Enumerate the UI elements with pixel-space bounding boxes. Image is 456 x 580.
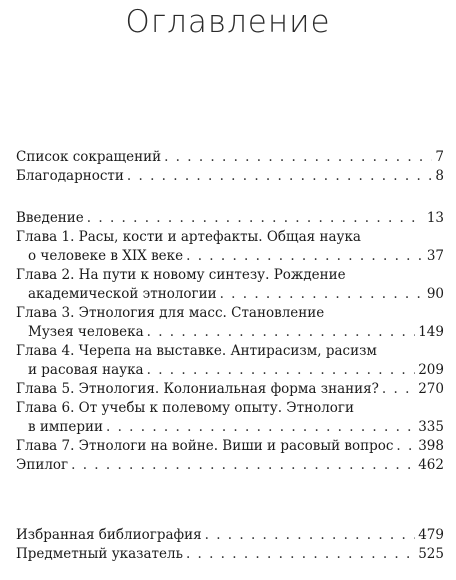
- toc-entry-chapter-2[interactable]: [16, 266, 444, 304]
- toc-entry-introduction[interactable]: [16, 209, 444, 228]
- toc-entry-chapter-3[interactable]: [16, 304, 444, 342]
- toc-entry-epilogue[interactable]: [16, 456, 444, 475]
- page-title: Оглавление: [125, 4, 331, 40]
- leader-dots: [164, 148, 432, 167]
- toc-entry-bibliography[interactable]: [16, 526, 444, 545]
- toc-page-number: 8: [435, 168, 444, 184]
- toc-page-number: 90: [426, 286, 444, 302]
- toc-page-number: 13: [426, 210, 444, 226]
- toc-entry-chapter-6[interactable]: [16, 399, 444, 437]
- toc-entry-label-continued: академической этнологии: [28, 286, 217, 302]
- toc-back-matter: [16, 526, 444, 564]
- leader-dots: [186, 545, 415, 564]
- toc-front-matter: [16, 148, 444, 186]
- toc-entry-chapter-5[interactable]: [16, 380, 444, 399]
- leader-dots: [147, 323, 416, 342]
- toc-entry-label-continued: в империи: [28, 419, 104, 435]
- toc-entry-label: Глава 1. Расы, кости и артефакты. Общая наука: [16, 229, 361, 245]
- toc-entry-label: Избранная библиография: [16, 527, 202, 543]
- toc-page-number: 270: [418, 381, 444, 397]
- toc-entry-label: Глава 7. Этнологи на войне. Виши и расовый вопрос: [16, 438, 394, 454]
- leader-dots: [396, 437, 415, 456]
- toc-entry-label-continued: о человеке в XIX веке: [28, 248, 184, 264]
- toc-entry-label-continued: Музея человека: [28, 324, 144, 340]
- toc-page-number: 398: [418, 438, 444, 454]
- toc-page-number: 37: [426, 248, 444, 264]
- toc-entry-subject-index[interactable]: [16, 545, 444, 564]
- leader-dots: [220, 285, 424, 304]
- leader-dots: [71, 456, 415, 475]
- toc-page-number: 479: [418, 527, 444, 543]
- leader-dots: [205, 526, 416, 545]
- toc-entry-label: Список сокращений: [16, 149, 162, 165]
- toc-page-number: 149: [418, 324, 444, 340]
- toc-page-number: 525: [418, 546, 444, 562]
- leader-dots: [106, 418, 415, 437]
- toc-entry-label: Предметный указатель: [16, 546, 183, 562]
- toc-entry-abbreviations[interactable]: [16, 148, 444, 167]
- toc-chapters: [16, 209, 444, 475]
- toc-entry-label: Глава 5. Этнология. Колониальная форма знания?: [16, 381, 379, 397]
- toc-entry-label: Глава 3. Этнология для масс. Становление: [16, 305, 325, 321]
- leader-dots: [127, 167, 433, 186]
- toc-page-number: 335: [418, 419, 444, 435]
- toc-entry-chapter-4[interactable]: [16, 342, 444, 380]
- toc-page-number: 209: [418, 362, 444, 378]
- leader-dots: [87, 209, 424, 228]
- toc-entry-label: Введение: [16, 210, 84, 226]
- toc-entry-label: Глава 4. Черепа на выставке. Антирасизм, расизм: [16, 343, 377, 359]
- leader-dots: [147, 361, 416, 380]
- toc-entry-label: Глава 6. От учебы к полевому опыту. Этнологи: [16, 400, 354, 416]
- toc-entry-label-continued: и расовая наука: [28, 362, 144, 378]
- toc-entry-chapter-7[interactable]: [16, 437, 444, 456]
- toc-entry-label: Глава 2. На пути к новому синтезу. Рождение: [16, 267, 346, 283]
- leader-dots: [382, 380, 415, 399]
- toc-page-number: 7: [435, 149, 444, 165]
- toc-entry-acknowledgements[interactable]: [16, 167, 444, 186]
- leader-dots: [186, 247, 424, 266]
- toc-entry-label: Эпилог: [16, 457, 69, 473]
- toc-page-number: 462: [418, 457, 444, 473]
- toc-entry-label: Благодарности: [16, 168, 124, 184]
- toc-entry-chapter-1[interactable]: [16, 228, 444, 266]
